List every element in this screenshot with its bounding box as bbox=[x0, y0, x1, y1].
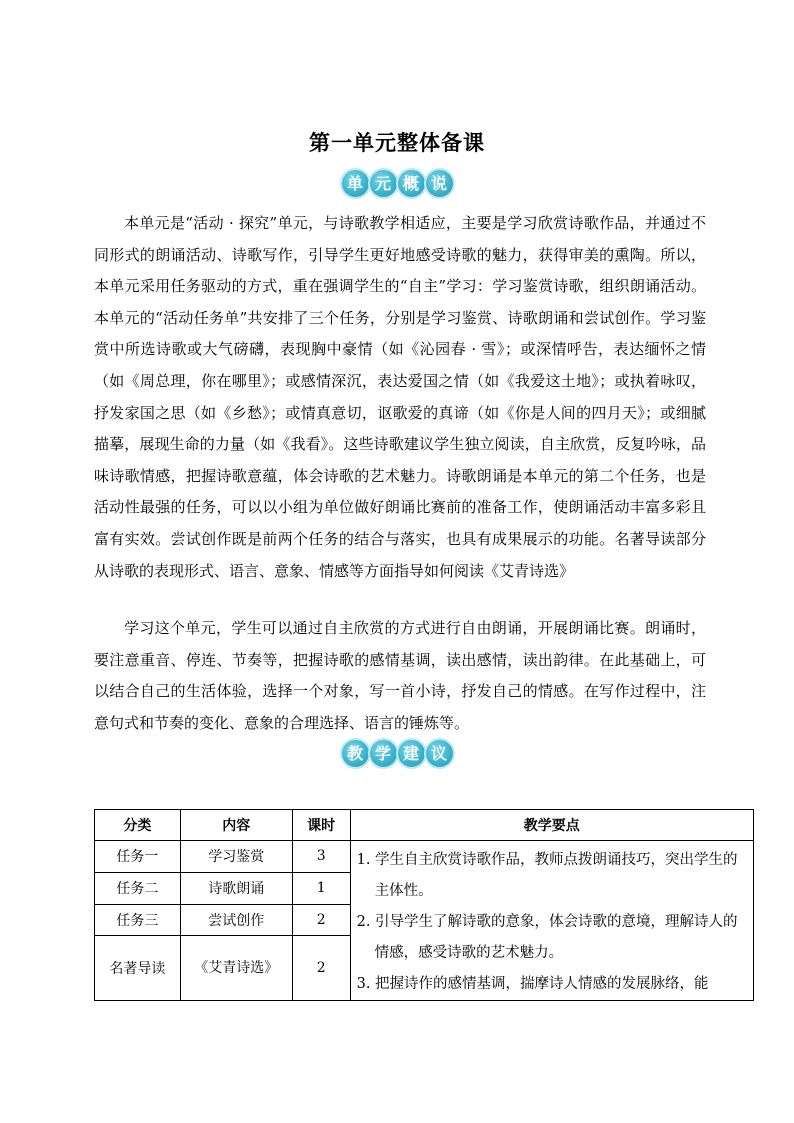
section-badge-suggestions bbox=[0, 740, 794, 774]
cell-content: 诗歌朗诵 bbox=[180, 872, 292, 904]
badge-char: 说 bbox=[426, 170, 453, 197]
cell-key-points bbox=[350, 841, 753, 1001]
cell-category: 任务二 bbox=[95, 872, 181, 904]
overview-paragraph-1 bbox=[94, 208, 706, 587]
cell-category: 任务三 bbox=[95, 904, 181, 936]
table-row bbox=[95, 841, 754, 873]
badge-char: 概 bbox=[398, 170, 425, 197]
cell-hours: 2 bbox=[292, 936, 350, 1001]
key-point-item: 3. 把握诗作的感情基调，揣摩诗人情感的发展脉络，能 bbox=[356, 976, 709, 992]
paragraph-text: 本单元是“活动 · 探究”单元，与诗歌教学相适应，主要是学习欣赏诗歌作品，并通过不同形式的朗诵活动、诗歌写作，引导学生更好地感受诗歌的魅力，获得审美的熏陶。所以，本单元采用任务驱动的方式，重在强调学生的“自主”学习：学习鉴赏诗歌，组织朗诵活动。本单元的“活动任务单”共安排了三个任务，分别是学习鉴赏、诗歌朗诵和尝试创作。学习鉴赏中所选诗歌或大气磅礴，表现胸中豪情（如《沁园春 · 雪》；或深情呼告，表达缅怀之情（如《周总理，你在哪里》；或感情深沉，表达爱国之情（如《我爱这土地》；或执着咏叹，抒发家国之思（如《乡愁》；或情真意切，讴歌爱的真谛（如《你是人间的四月天》；或细腻描摹，展现生命的力量（如《我看》。这些诗歌建议学生独立阅读，自主欣赏，反复吟咏，品味诗歌情感，把握诗歌意蕴，体会诗歌的艺术魅力。诗歌朗诵是本单元的第二个任务，也是活动性最强的任务，可以以小组为单位做好朗诵比赛前的准备工作，使朗诵活动丰富多彩且富有实效。尝试创作既是前两个任务的结合与落实，也具有成果展示的功能。名著导读部分从诗歌的表现形式、语言、意象、情感等方面指导如何阅读《艾青诗选》 bbox=[94, 214, 706, 580]
key-point-item: 1. 学生自主欣赏诗歌作品，教师点拨朗诵技巧，突出学生的主体性。 bbox=[356, 852, 738, 899]
cell-category: 名著导读 bbox=[95, 936, 181, 1001]
cell-content: 学习鉴赏 bbox=[180, 841, 292, 873]
overview-paragraph-2 bbox=[94, 613, 706, 739]
badge-char: 教 bbox=[342, 740, 369, 767]
cell-category: 任务一 bbox=[95, 841, 181, 873]
cell-content: 尝试创作 bbox=[180, 904, 292, 936]
table-header-row bbox=[95, 810, 754, 841]
badge-char: 议 bbox=[426, 740, 453, 767]
page-title: 第一单元整体备课 bbox=[309, 130, 485, 155]
cell-hours: 1 bbox=[292, 872, 350, 904]
header-category: 分类 bbox=[95, 810, 181, 841]
badge-char: 单 bbox=[342, 170, 369, 197]
teaching-plan-table bbox=[94, 809, 754, 1001]
badge-char: 元 bbox=[370, 170, 397, 197]
paragraph-text: 学习这个单元，学生可以通过自主欣赏的方式进行自由朗诵，开展朗诵比赛。朗诵时，要注意重音、停连、节奏等，把握诗歌的感情基调，读出感情，读出韵律。在此基础上，可以结合自己的生活体验，选择一个对象，写一首小诗，抒发自己的情感。在写作过程中，注意句式和节奏的变化、意象的合理选择、语言的锤炼等。 bbox=[94, 619, 706, 732]
key-point-item: 2. 引导学生了解诗歌的意象，体会诗歌的意境，理解诗人的情感，感受诗歌的艺术魅力。 bbox=[356, 914, 738, 961]
header-hours: 课时 bbox=[292, 810, 350, 841]
cell-hours: 3 bbox=[292, 841, 350, 873]
cell-content: 《艾青诗选》 bbox=[180, 936, 292, 1001]
badge-char: 学 bbox=[370, 740, 397, 767]
cell-hours: 2 bbox=[292, 904, 350, 936]
section-badge-overview bbox=[0, 170, 794, 204]
header-content: 内容 bbox=[180, 810, 292, 841]
badge-char: 建 bbox=[398, 740, 425, 767]
header-key-points: 教学要点 bbox=[350, 810, 753, 841]
